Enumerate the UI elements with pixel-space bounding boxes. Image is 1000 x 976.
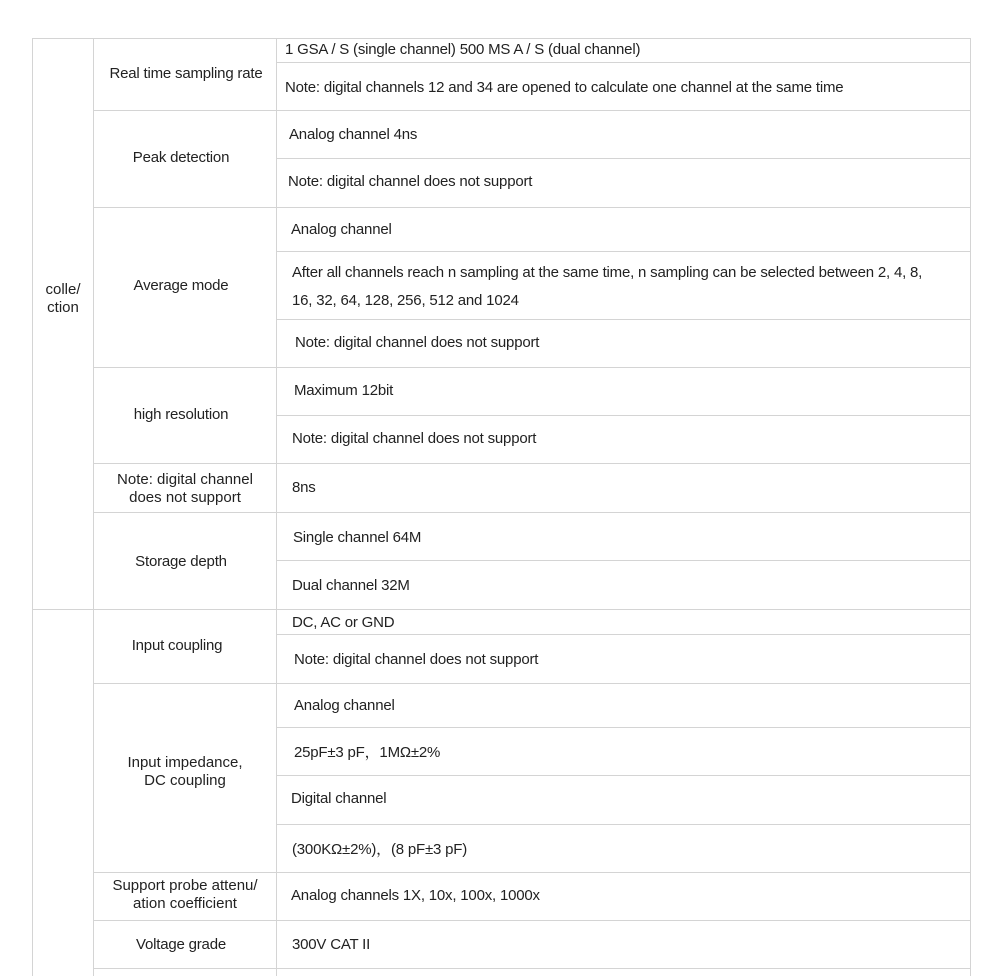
row-value: Maximum 12bit: [294, 382, 394, 399]
subrow-divider: [276, 62, 971, 63]
row-name: high resolution: [133, 406, 229, 423]
row-value: Note: digital channel does not support: [294, 651, 539, 668]
subrow-divider: [276, 158, 971, 159]
row-name: Support probe attenu/ ation coefficient: [112, 877, 258, 912]
table-border-top: [32, 38, 971, 39]
row-value: (300KΩ±2%)，(8 pF±3 pF): [292, 841, 467, 858]
row-divider: [93, 110, 971, 111]
row-value: 16, 32, 64, 128, 256, 512 and 1024: [292, 292, 519, 309]
row-value: 25pF±3 pF，1MΩ±2%: [294, 744, 441, 761]
row-value: 1 GSA / S (single channel) 500 MS A / S (dual channel): [285, 41, 641, 58]
row-divider: [93, 367, 971, 368]
row-name: Peak detection: [132, 149, 230, 166]
row-value: 300V CAT II: [292, 936, 371, 953]
row-divider: [93, 920, 971, 921]
row-value: Digital channel: [291, 790, 387, 807]
row-name: Real time sampling rate: [109, 65, 263, 82]
row-value: After all channels reach n sampling at the same time, n sampling can be selected between 2, 4, 8,: [292, 264, 923, 281]
subrow-divider: [276, 251, 971, 252]
row-value: Analog channels 1X, 10x, 100x, 1000x: [291, 887, 540, 904]
row-value: Note: digital channels 12 and 34 are opened to calculate one channel at the same time: [285, 79, 844, 96]
subrow-divider: [276, 775, 971, 776]
table-divider-name: [276, 38, 277, 976]
section-label: colle/ ction: [45, 281, 81, 316]
table-border-left: [32, 38, 33, 976]
row-name: Note: digital channel does not support: [117, 471, 253, 506]
subrow-divider: [276, 727, 971, 728]
table-divider-category: [93, 38, 94, 976]
row-divider: [93, 968, 971, 969]
subrow-divider: [276, 560, 971, 561]
row-name: Input impedance, DC coupling: [127, 754, 243, 789]
row-divider: [93, 463, 971, 464]
row-value: DC, AC or GND: [292, 614, 395, 631]
row-value: Note: digital channel does not support: [292, 430, 537, 447]
row-value: Analog channel: [291, 221, 392, 238]
row-value: 8ns: [292, 479, 316, 496]
row-value: Analog channel 4ns: [289, 126, 418, 143]
row-name: Voltage grade: [136, 936, 226, 953]
subrow-divider: [276, 415, 971, 416]
row-name: Input coupling: [131, 637, 223, 654]
row-divider: [93, 872, 971, 873]
row-value: Note: digital channel does not support: [288, 173, 533, 190]
row-value: Note: digital channel does not support: [295, 334, 540, 351]
row-name: Average mode: [133, 277, 229, 294]
subrow-divider: [276, 319, 971, 320]
row-value: Analog channel: [294, 697, 395, 714]
row-divider: [93, 683, 971, 684]
subrow-divider: [276, 634, 971, 635]
row-divider: [93, 207, 971, 208]
row-value: Dual channel 32M: [292, 577, 410, 594]
table-border-right: [970, 38, 971, 976]
section-divider: [32, 609, 971, 610]
subrow-divider: [276, 824, 971, 825]
row-value: Single channel 64M: [293, 529, 422, 546]
row-divider: [93, 512, 971, 513]
row-name: Storage depth: [135, 553, 227, 570]
